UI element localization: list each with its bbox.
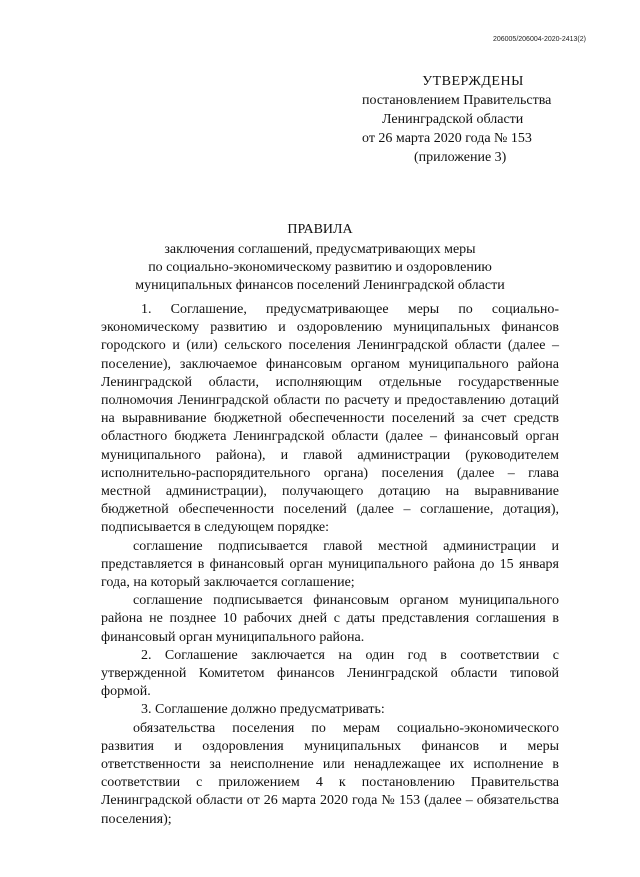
paragraph-1: 1. Соглашение, предусматривающее меры по социально-экономическому развитию и оздоровлению муниципальных финансов городского и (или) сельского поселения Ленинградской области (далее – поселение), заключаемое финансовым органом муниципального района Ленинградской области, исполняющим отдельные государственные полномочия Ленинградской области по расчету и предоставлению дотаций на выравнивание бюджетной обеспеченности поселений за счет средств областного бюджета Ленинградской области (далее – финансовый орган муниципального района), и главой администрации (руководителем исполнительно-распорядительного органа) поселения (далее – глава местной администрации), получающего дотацию на выравнивание бюджетной обеспеченности поселений (далее – соглашение, дотация), подписывается в следующем порядке: xyxy=(101,302,559,536)
document-body xyxy=(101,301,559,829)
approval-line-2: Ленинградской области xyxy=(382,112,524,127)
approval-line-4: (приложение 3) xyxy=(414,150,507,165)
rules-title: ПРАВИЛА xyxy=(287,222,353,237)
approval-line-3: от 26 марта 2020 года № 153 xyxy=(362,131,532,146)
paragraph-1-item-b: соглашение подписывается финансовым органом муниципального района не позднее 10 рабочих дней с даты представления соглашения в финансовый орган муниципального района. xyxy=(101,593,559,645)
paragraph-3: 3. Соглашение должно предусматривать: xyxy=(141,702,385,718)
paragraph-3-item-a: обязательства поселения по мерам социально-экономического развития и оздоровления муниципальных финансов и меры ответственности за неисполнение или ненадлежащее их исполнение в соответствии с приложением 4 к постановлению Правительства Ленинградской области от 26 марта 2020 года № 153 (далее – обязательства поселения); xyxy=(101,720,559,827)
rules-subtitle-line-2: по социально-экономическому развитию и оздоровлению xyxy=(148,260,492,275)
approval-title: УТВЕРЖДЕНЫ xyxy=(422,74,524,89)
rules-heading xyxy=(0,221,640,295)
approval-line-1: постановлением Правительства xyxy=(362,93,552,108)
rules-subtitle-line-1: заключения соглашений, предусматривающих меры xyxy=(164,242,476,257)
approval-block xyxy=(362,72,592,167)
rules-subtitle-line-3: муниципальных финансов поселений Ленинградской области xyxy=(135,278,505,293)
paragraph-2: 2. Соглашение заключается на один год в соответствии с утвержденной Комитетом финансов Ленинградской области типовой формой. xyxy=(101,647,559,700)
document-id: 206005/206004-2020-2413(2) xyxy=(492,36,586,43)
paragraph-1-item-a: соглашение подписывается главой местной администрации и представляется в финансовый орган муниципального района до 15 января года, на который заключается соглашение; xyxy=(101,538,559,591)
